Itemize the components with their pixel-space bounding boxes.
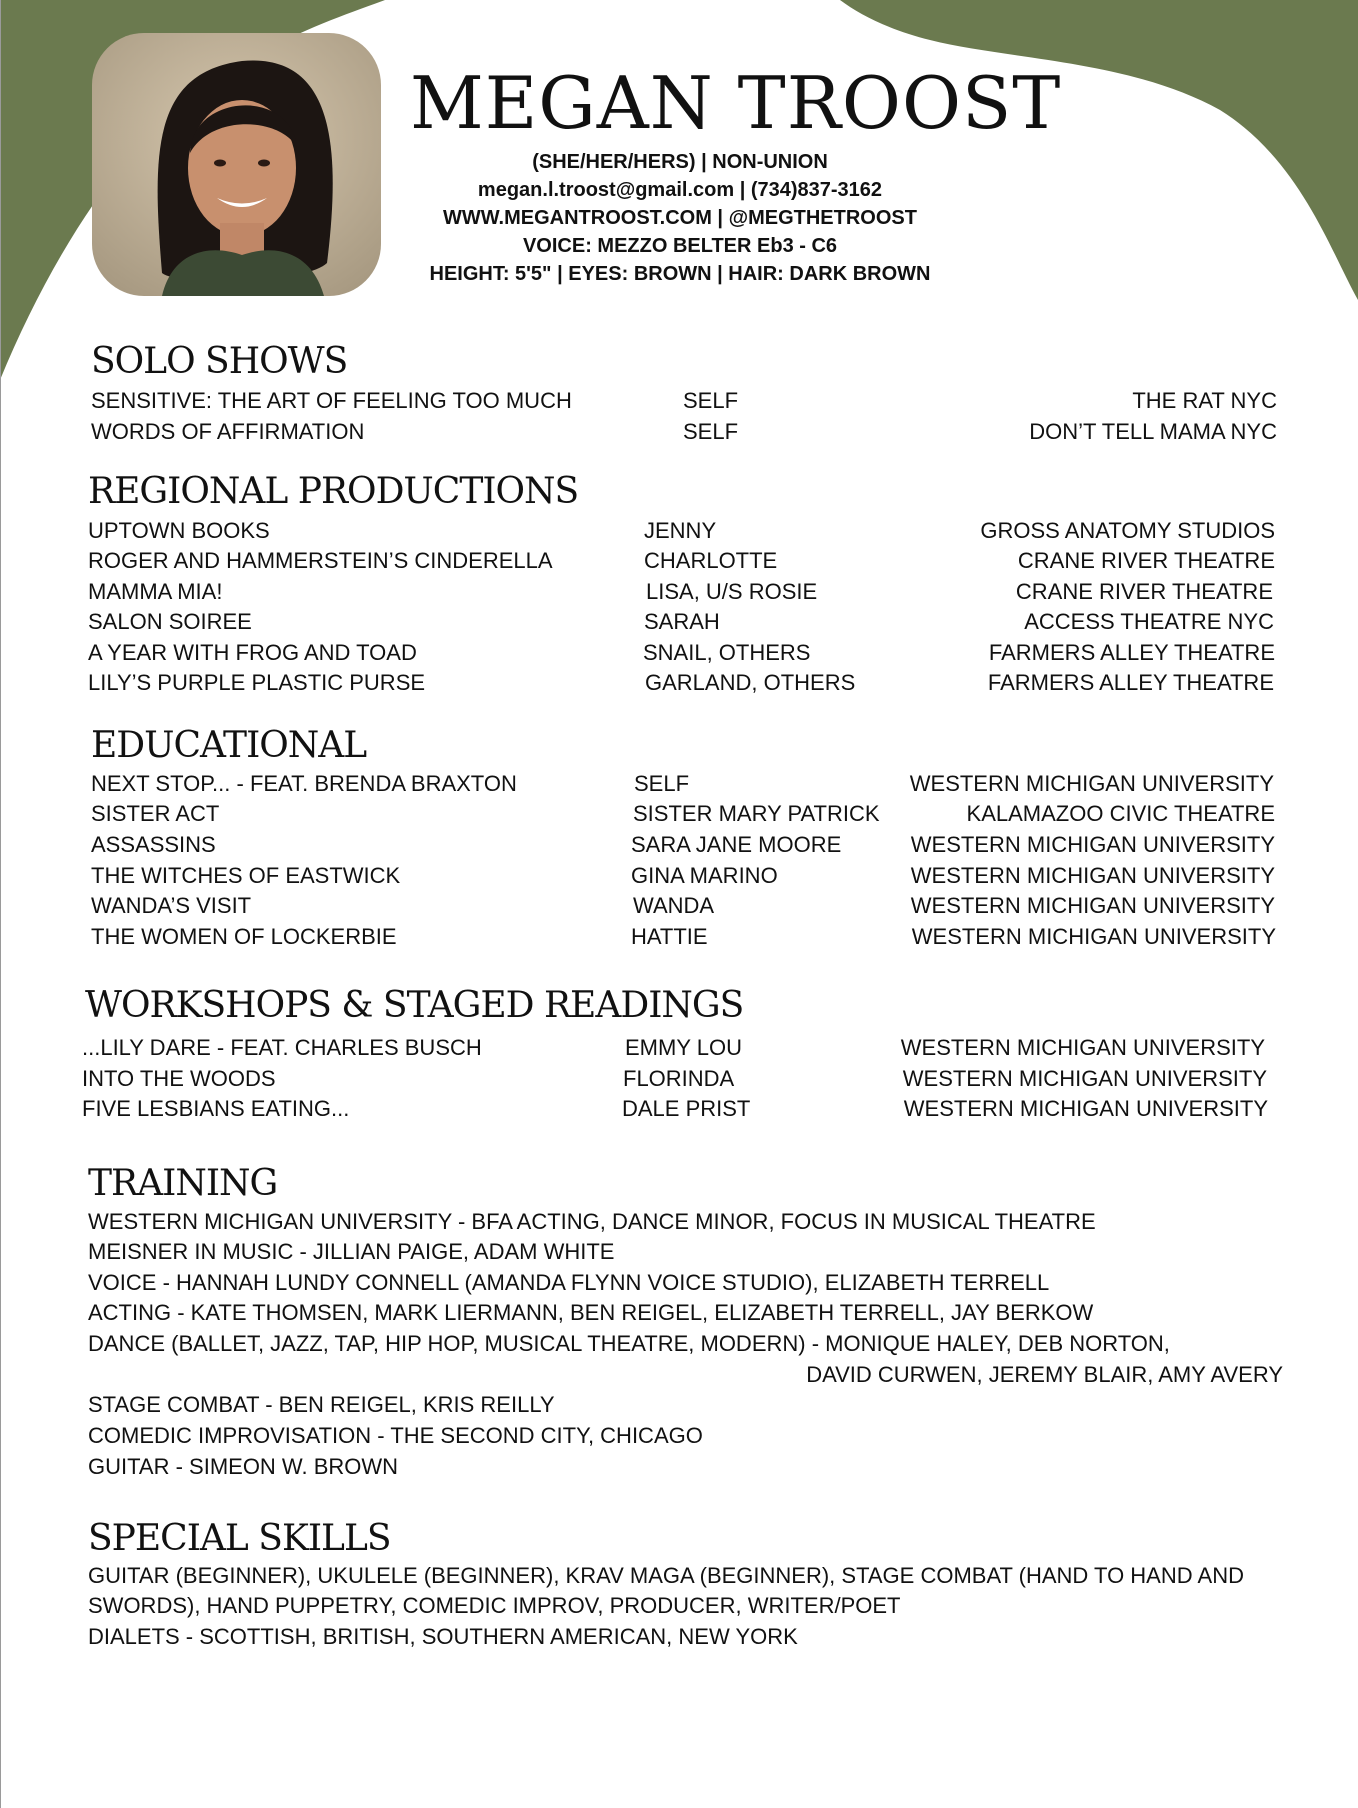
section-title-regional: REGIONAL PRODUCTIONS xyxy=(88,471,579,512)
contact-info xyxy=(375,148,985,288)
credit-row xyxy=(88,516,1275,546)
skills-line: DIALETS - SCOTTISH, BRITISH, SOUTHERN AMERICAN, NEW YORK xyxy=(88,1624,798,1649)
credit-row xyxy=(82,1033,1265,1063)
credit-row xyxy=(91,861,1275,891)
training-line: VOICE - HANNAH LUNDY CONNELL (AMANDA FLYNN VOICE STUDIO), ELIZABETH TERRELL xyxy=(88,1270,1050,1295)
credit-venue: DON’T TELL MAMA NYC xyxy=(1029,419,1277,444)
training-line-continued: DAVID CURWEN, JEREMY BLAIR, AMY AVERY xyxy=(806,1362,1283,1387)
credit-show: INTO THE WOODS xyxy=(82,1066,276,1091)
credit-venue: WESTERN MICHIGAN UNIVERSITY xyxy=(902,1066,1267,1091)
email-phone: megan.l.troost@gmail.com | (734)837-3162 xyxy=(477,179,883,201)
credit-show: ROGER AND HAMMERSTEIN’S CINDERELLA xyxy=(88,548,553,573)
performer-name: MEGAN TROOST xyxy=(410,61,1062,145)
credit-role: DALE PRIST xyxy=(622,1096,751,1121)
credit-show: A YEAR WITH FROG AND TOAD xyxy=(88,640,417,665)
credit-venue: GROSS ANATOMY STUDIOS xyxy=(980,518,1275,543)
credit-show: UPTOWN BOOKS xyxy=(88,518,270,543)
credit-row xyxy=(88,577,1273,607)
headshot-photo xyxy=(92,33,381,296)
credit-show: ASSASSINS xyxy=(91,832,216,857)
credit-row xyxy=(88,607,1274,637)
credit-role: SARA JANE MOORE xyxy=(631,832,842,857)
credit-role: LISA, U/S ROSIE xyxy=(646,579,818,604)
skills-line: SWORDS), HAND PUPPETRY, COMEDIC IMPROV, PRODUCER, WRITER/POET xyxy=(88,1593,901,1618)
credit-row xyxy=(82,1064,1267,1094)
credit-show: ...LILY DARE - FEAT. CHARLES BUSCH xyxy=(82,1035,482,1060)
credit-venue: FARMERS ALLEY THEATRE xyxy=(987,670,1274,695)
credit-venue: KALAMAZOO CIVIC THEATRE xyxy=(966,801,1275,826)
training-line: WESTERN MICHIGAN UNIVERSITY - BFA ACTING, DANCE MINOR, FOCUS IN MUSICAL THEATRE xyxy=(88,1209,1096,1234)
section-title-special-skills: SPECIAL SKILLS xyxy=(88,1518,391,1559)
credit-show: WORDS OF AFFIRMATION xyxy=(91,419,365,444)
section-title-educational: EDUCATIONAL xyxy=(91,725,367,766)
credit-row xyxy=(88,668,1274,698)
credit-row xyxy=(91,891,1275,921)
training-line: MEISNER IN MUSIC - JILLIAN PAIGE, ADAM WHITE xyxy=(88,1239,615,1264)
credit-row xyxy=(91,386,1277,416)
credit-show: THE WITCHES OF EASTWICK xyxy=(91,863,401,888)
voice-type: VOICE: MEZZO BELTER Eb3 - C6 xyxy=(522,235,838,257)
credit-venue: FARMERS ALLEY THEATRE xyxy=(988,640,1275,665)
training-line: ACTING - KATE THOMSEN, MARK LIERMANN, BEN REIGEL, ELIZABETH TERRELL, JAY BERKOW xyxy=(88,1300,1094,1325)
credit-venue: CRANE RIVER THEATRE xyxy=(1015,579,1273,604)
credit-role: SNAIL, OTHERS xyxy=(643,640,811,665)
credit-role: SISTER MARY PATRICK xyxy=(633,801,880,826)
credit-show: MAMMA MIA! xyxy=(88,579,223,604)
credit-venue: WESTERN MICHIGAN UNIVERSITY xyxy=(909,771,1274,796)
training-line: COMEDIC IMPROVISATION - THE SECOND CITY, CHICAGO xyxy=(88,1423,703,1448)
credit-venue: WESTERN MICHIGAN UNIVERSITY xyxy=(911,924,1276,949)
credit-venue: WESTERN MICHIGAN UNIVERSITY xyxy=(910,893,1275,918)
credit-show: FIVE LESBIANS EATING... xyxy=(82,1096,350,1121)
section-title-solo-shows: SOLO SHOWS xyxy=(91,341,348,382)
credit-role: SARAH xyxy=(644,609,720,634)
credit-show: NEXT STOP... - FEAT. BRENDA BRAXTON xyxy=(91,771,517,796)
credit-role: WANDA xyxy=(633,893,715,918)
credit-venue: WESTERN MICHIGAN UNIVERSITY xyxy=(910,832,1275,857)
credit-row xyxy=(88,638,1275,668)
credit-row xyxy=(82,1094,1268,1124)
training-line: GUITAR - SIMEON W. BROWN xyxy=(88,1454,399,1479)
credit-venue: WESTERN MICHIGAN UNIVERSITY xyxy=(903,1096,1268,1121)
credit-role: FLORINDA xyxy=(623,1066,735,1091)
credit-venue: WESTERN MICHIGAN UNIVERSITY xyxy=(910,863,1275,888)
credit-role: SELF xyxy=(634,771,690,796)
credit-show: THE WOMEN OF LOCKERBIE xyxy=(91,924,397,949)
section-title-workshops: WORKSHOPS & STAGED READINGS xyxy=(85,985,744,1026)
skills-line: GUITAR (BEGINNER), UKULELE (BEGINNER), KRAV MAGA (BEGINNER), STAGE COMBAT (HAND TO HAND AND xyxy=(88,1563,1244,1588)
section-title-training: TRAINING xyxy=(88,1163,278,1204)
credit-row xyxy=(91,799,1275,829)
credit-venue: ACCESS THEATRE NYC xyxy=(1024,609,1274,634)
credit-role: GINA MARINO xyxy=(631,863,778,888)
credit-role: JENNY xyxy=(644,518,717,543)
credit-venue: THE RAT NYC xyxy=(1132,388,1277,413)
pronouns-union: (SHE/HER/HERS) | NON-UNION xyxy=(532,151,828,173)
credit-row xyxy=(91,417,1277,447)
credit-role: SELF xyxy=(683,419,739,444)
training-line: STAGE COMBAT - BEN REIGEL, KRIS REILLY xyxy=(88,1392,555,1417)
credit-row xyxy=(88,546,1275,576)
credit-show: SENSITIVE: THE ART OF FEELING TOO MUCH xyxy=(91,388,572,413)
credit-role: SELF xyxy=(683,388,739,413)
credit-role: EMMY LOU xyxy=(625,1035,742,1060)
training-line: DANCE (BALLET, JAZZ, TAP, HIP HOP, MUSICAL THEATRE, MODERN) - MONIQUE HALEY, DEB NORTON, xyxy=(88,1331,1170,1356)
physical-stats: HEIGHT: 5'5" | EYES: BROWN | HAIR: DARK BROWN xyxy=(429,263,931,285)
credit-row xyxy=(91,769,1274,799)
credit-show: LILY’S PURPLE PLASTIC PURSE xyxy=(88,670,426,695)
credit-role: HATTIE xyxy=(631,924,708,949)
credit-row xyxy=(91,830,1275,860)
credit-role: GARLAND, OTHERS xyxy=(645,670,856,695)
credit-venue: CRANE RIVER THEATRE xyxy=(1017,548,1275,573)
credit-role: CHARLOTTE xyxy=(644,548,778,573)
credit-show: SALON SOIREE xyxy=(88,609,252,634)
credit-show: SISTER ACT xyxy=(91,801,220,826)
credit-row xyxy=(91,922,1276,952)
credit-show: WANDA’S VISIT xyxy=(91,893,252,918)
credit-venue: WESTERN MICHIGAN UNIVERSITY xyxy=(900,1035,1265,1060)
website-social: WWW.MEGANTROOST.COM | @MEGTHETROOST xyxy=(443,207,917,229)
